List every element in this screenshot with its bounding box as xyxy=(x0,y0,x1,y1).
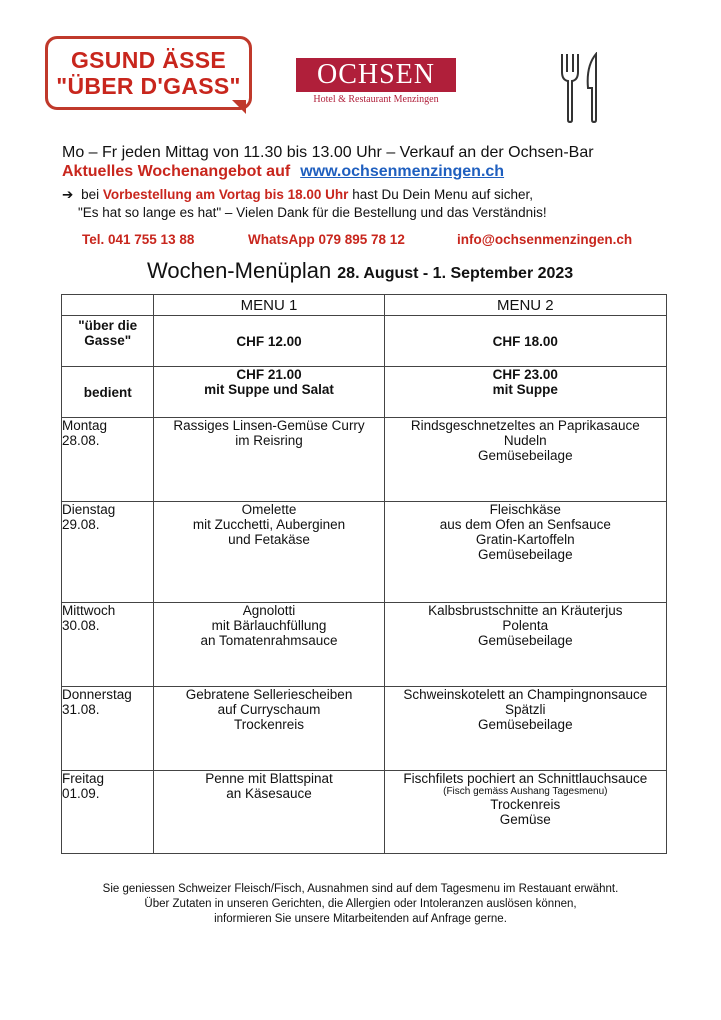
dish-line: mit Zucchetti, Auberginen xyxy=(192,517,346,532)
day-date: 01.09. xyxy=(62,786,100,801)
dish-line: Gemüse xyxy=(499,812,551,827)
dish-line: Gratin-Kartoffeln xyxy=(475,532,575,547)
whatsapp-number: WhatsApp 079 895 78 12 xyxy=(248,232,405,247)
menu-1-dish xyxy=(154,603,384,687)
price-value: CHF 12.00 xyxy=(236,333,302,349)
dish-line: im Reisring xyxy=(235,433,303,448)
menu-1-dish xyxy=(154,771,384,854)
price-note: mit Suppe xyxy=(492,382,558,397)
header-empty-cell xyxy=(62,295,154,316)
arrow-right-icon: ➔ xyxy=(62,187,74,202)
day-date: 29.08. xyxy=(62,517,100,532)
dish-line: Nudeln xyxy=(503,433,547,448)
menu-table xyxy=(61,294,667,854)
dish-line: Gemüsebeilage xyxy=(478,717,573,732)
footer-line: Über Zutaten in unseren Gerichten, die Allergien oder Intoleranzen auslösen können, xyxy=(144,898,577,910)
footer-line: informieren Sie unsere Mitarbeitenden auf Anfrage gerne. xyxy=(214,913,507,925)
dish-line: Kalbsbrustschnitte an Kräuterjus xyxy=(428,603,623,618)
ochsen-logo xyxy=(296,58,456,110)
preorder-highlight: Vorbestellung am Vortag bis 18.00 Uhr xyxy=(102,187,349,202)
menu-2-dish xyxy=(384,603,666,687)
day-row-mittwoch xyxy=(62,603,667,687)
price-row-takeaway xyxy=(62,316,667,367)
weekly-offer xyxy=(62,163,504,181)
dish-line: Rassiges Linsen-Gemüse Curry xyxy=(173,418,365,433)
preorder-prefix: bei xyxy=(81,187,100,202)
table-header-row xyxy=(62,295,667,316)
dish-line: Gemüsebeilage xyxy=(478,633,573,648)
dish-line: Gemüsebeilage xyxy=(478,547,573,562)
dish-note: (Fisch gemäss Aushang Tagesmenu) xyxy=(443,786,608,797)
menu-plan-title: Wochen-Menüplan xyxy=(147,258,332,283)
logo-subtitle: Hotel & Restaurant Menzingen xyxy=(313,94,439,105)
menu-plan-heading xyxy=(147,258,573,284)
price-menu-1 xyxy=(154,367,384,418)
price-row-served xyxy=(62,367,667,418)
dish-line: Polenta xyxy=(502,618,549,633)
day-cell xyxy=(62,502,154,603)
menu-2-dish xyxy=(384,687,666,771)
email-address: info@ochsenmenzingen.ch xyxy=(457,232,633,247)
price-value: CHF 21.00 xyxy=(236,367,302,382)
price-menu-1 xyxy=(154,316,384,367)
menu-plan-dates: 28. August - 1. September 2023 xyxy=(337,265,574,282)
day-date: 31.08. xyxy=(62,702,100,717)
day-name: Montag xyxy=(62,418,108,433)
price-label xyxy=(62,316,154,367)
day-row-dienstag xyxy=(62,502,667,603)
dish-line: und Fetakäse xyxy=(228,532,310,547)
badge-line-2: "ÜBER D'GASS" xyxy=(56,73,241,99)
badge-tail xyxy=(232,100,246,114)
day-name: Mittwoch xyxy=(62,603,116,618)
fork-and-knife-icon xyxy=(558,52,604,124)
weekly-offer-label: Aktuelles Wochenangebot auf xyxy=(62,163,291,180)
allergy-footer xyxy=(0,882,721,927)
gsund-asse-badge xyxy=(45,36,252,110)
price-label-line: bedient xyxy=(83,384,132,400)
footer-line: Sie geniessen Schweizer Fleisch/Fisch, Ausnahmen sind auf dem Tagesmenu im Restauant erwähnt. xyxy=(102,883,619,895)
logo-wordmark: OCHSEN xyxy=(296,58,456,92)
dish-line: Agnolotti xyxy=(242,603,296,618)
menu-1-dish xyxy=(154,502,384,603)
menu-1-dish xyxy=(154,687,384,771)
day-cell xyxy=(62,418,154,502)
price-label xyxy=(62,367,154,418)
day-date: 30.08. xyxy=(62,618,100,633)
day-date: 28.08. xyxy=(62,433,100,448)
price-label-line: "über die xyxy=(78,318,138,333)
dish-line: Gebratene Selleriescheiben xyxy=(185,687,353,702)
price-value: CHF 23.00 xyxy=(492,367,558,382)
menu-2-dish xyxy=(384,771,666,854)
dish-line: Trockenreis xyxy=(490,797,561,812)
preorder-note xyxy=(62,187,533,203)
phone-number: Tel. 041 755 13 88 xyxy=(82,232,195,247)
header-menu-1: MENU 1 xyxy=(154,295,384,316)
price-note: mit Suppe und Salat xyxy=(204,382,334,397)
dish-line: Gemüsebeilage xyxy=(478,448,573,463)
badge-line-1: GSUND ÄSSE xyxy=(70,47,227,73)
day-row-donnerstag xyxy=(62,687,667,771)
day-name: Donnerstag xyxy=(62,687,132,702)
header-menu-2: MENU 2 xyxy=(384,295,666,316)
opening-hours: Mo – Fr jeden Mittag von 11.30 bis 13.00 Uhr – Verkauf an der Ochsen-Bar xyxy=(62,144,594,161)
preorder-suffix: hast Du Dein Menu auf sicher, xyxy=(352,187,534,202)
dish-line: Penne mit Blattspinat xyxy=(205,771,333,786)
day-cell xyxy=(62,771,154,854)
price-value: CHF 18.00 xyxy=(492,333,558,349)
menu-2-dish xyxy=(384,502,666,603)
dish-line: Spätzli xyxy=(505,702,546,717)
thanks-note: "Es hat so lange es hat" – Vielen Dank für die Bestellung und das Verständnis! xyxy=(78,205,547,220)
dish-line: Rindsgeschnetzeltes an Paprikasauce xyxy=(410,418,640,433)
dish-line: an Käsesauce xyxy=(226,786,312,801)
dish-line: Schweinskotelett an Champingnonsauce xyxy=(403,687,648,702)
day-cell xyxy=(62,603,154,687)
menu-1-dish xyxy=(154,418,384,502)
day-cell xyxy=(62,687,154,771)
day-name: Freitag xyxy=(62,771,105,786)
dish-line: Trockenreis xyxy=(234,717,305,732)
dish-line: Fleischkäse xyxy=(489,502,561,517)
dish-line: auf Curryschaum xyxy=(217,702,321,717)
menu-2-dish xyxy=(384,418,666,502)
website-link[interactable]: www.ochsenmenzingen.ch xyxy=(300,163,505,180)
dish-line: aus dem Ofen an Senfsauce xyxy=(439,517,611,532)
dish-line: Omelette xyxy=(241,502,297,517)
dish-line: Fischfilets pochiert an Schnittlauchsauce xyxy=(403,771,648,786)
day-name: Dienstag xyxy=(62,502,116,517)
dish-line: mit Bärlauchfüllung xyxy=(211,618,327,633)
price-menu-2 xyxy=(384,316,666,367)
price-label-line: Gasse" xyxy=(84,333,132,348)
dish-line: an Tomatenrahmsauce xyxy=(200,633,338,648)
day-row-freitag xyxy=(62,771,667,854)
day-row-montag xyxy=(62,418,667,502)
price-menu-2 xyxy=(384,367,666,418)
